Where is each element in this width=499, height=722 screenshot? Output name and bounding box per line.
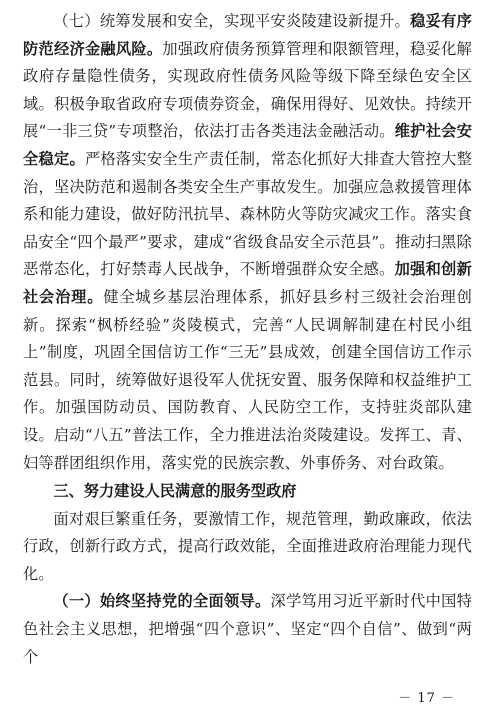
para1-bold-lead-social-safety: 维护社会安全稳定。 bbox=[23, 122, 473, 168]
page-number: － 17 － bbox=[398, 691, 455, 706]
para1-segment-5: 严格落实安全生产责任制，常态化抓好大排查大管控大整治，坚决防范和遏制各类安全生产事故发生。加强应急救援管理体系和能力建设，做好防汛抗旱、森林防火等防灾减灾工作。落实食品安全“四个最严”要求，建成“省级食品安全示范县”。推动扫黑除恶常态化，打好禁毒人民战争，不断增强群众安全感。 bbox=[23, 149, 472, 279]
section-heading: 三、努力建设人民满意的服务型政府 bbox=[53, 482, 297, 501]
para1-segment-7: 健全城乡基层治理体系，抓好县乡村三级社会治理创新。探索“枫桥经验”炎陵模式，完善“人民调解制建在村民小组上”制度，巩固全国信访工作“三无”县成效，创建全国信访工作示范县。同时，统筹做好退役军人优抚安置、服务保障和权益维护工作。加强国防动员、国防教育、人民防空工作，支持驻炎部队建设。启动“八五”普法工作，全力推进法治炎陵建设。发挥工、青、妇等群团组织作用，落实党的民族宗教、外事侨务、对台政策。 bbox=[23, 287, 472, 472]
para1-bold-lead-financial-risk: 稳妥有序防范经济金融风险。 bbox=[23, 12, 472, 58]
body-paragraph-1 bbox=[23, 8, 472, 477]
para3-bold-lead: （一）始终坚持党的全面领导。 bbox=[53, 592, 271, 611]
para3-rest: 深学笃用习近平新时代中国特色社会主义思想，把增强“四个意识”、坚定“四个自信”、做到“两个 bbox=[23, 592, 472, 666]
para1-bold-lead-social-governance: 加强和创新社会治理。 bbox=[23, 260, 473, 306]
body-paragraph-2: 面对艰巨繁重任务，要激情工作，规范管理，勤政廉政，依法行政，创新行政方式，提高行政效能，全面推进政府治理能力现代化。 bbox=[23, 509, 472, 583]
para1-segment-3: 加强政府债务预算管理和限额管理，稳妥化解政府存量隐性债务，实现政府性债务风险等级下降至绿色安全区域。积极争取省政府专项债券资金，确保用得好、见效快。持续开展“一非三贷”专项整治，依法打击各类违法金融活动。 bbox=[23, 39, 472, 141]
body-paragraph-3 bbox=[23, 588, 472, 671]
para1-segment-1: （七）统筹发展和安全，实现平安炎陵建设新提升。 bbox=[53, 12, 411, 30]
